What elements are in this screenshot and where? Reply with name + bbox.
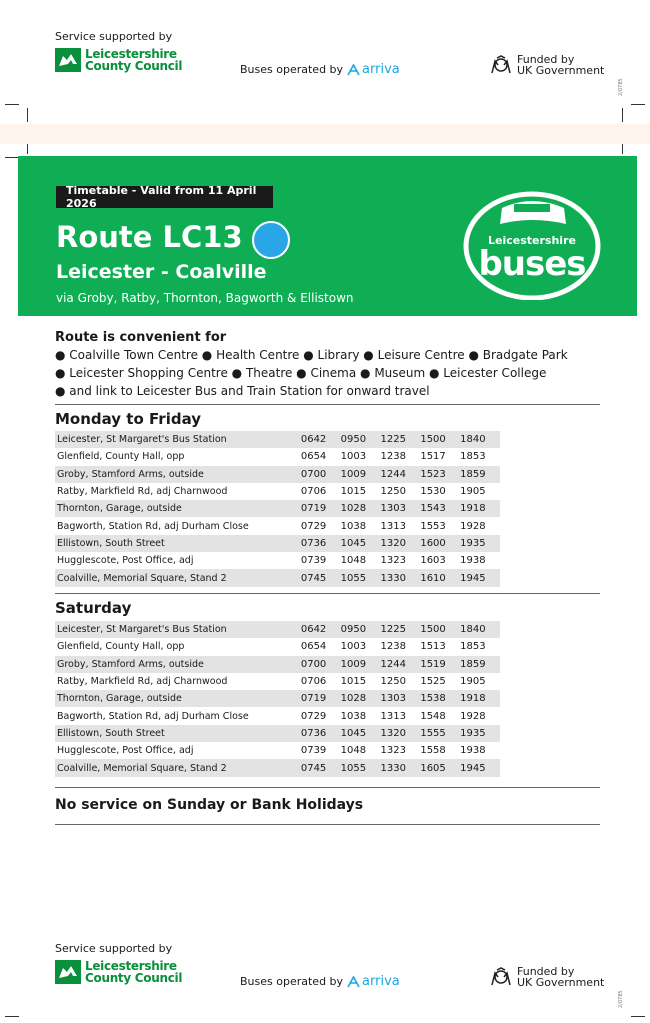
stop-name: Coalville, Memorial Square, Stand 2: [57, 762, 227, 774]
crop-mark: [631, 1016, 645, 1017]
departure-time: 0719: [300, 503, 327, 515]
footer-document-ref: 2/0785: [618, 990, 624, 1008]
saturday-heading: Saturday: [55, 599, 132, 617]
council-name-line1: Leicestershire: [85, 959, 177, 973]
departure-time: 1853: [460, 451, 486, 463]
operator-name: arriva: [362, 974, 400, 989]
departure-time: 1600: [420, 537, 446, 549]
crop-mark: [5, 157, 19, 158]
departure-time: 1015: [340, 486, 367, 498]
footer-service-supported-label: Service supported by: [55, 942, 173, 955]
departure-time: 1945: [460, 572, 486, 584]
timetable-row: [55, 742, 500, 759]
logo-line2: buses: [478, 244, 586, 284]
stop-name: Ratby, Markfield Rd, adj Charnwood: [57, 676, 228, 688]
departure-time: 1225: [380, 624, 406, 636]
departure-time: 1555: [420, 727, 446, 739]
departure-time: 1038: [340, 520, 367, 532]
departure-time: 1610: [420, 572, 446, 584]
stop-name: Glenfield, County Hall, opp: [57, 641, 185, 653]
departure-time: 1303: [380, 503, 406, 515]
footer-uk-government-logo: [490, 966, 604, 988]
departure-time: 1538: [420, 693, 446, 705]
timetable-row: [55, 638, 500, 655]
departure-time: 1048: [340, 745, 367, 757]
royal-arms-icon: [490, 967, 512, 987]
departure-time: 1330: [380, 572, 406, 584]
divider: [55, 787, 600, 788]
departure-time: 0745: [300, 762, 327, 774]
departure-time: 1009: [340, 658, 367, 670]
fox-icon: [55, 48, 81, 72]
departure-time: 1938: [460, 745, 486, 757]
departure-time: 1244: [380, 658, 406, 670]
route-title: Route LC13: [56, 220, 243, 254]
document-ref: 2/0785: [618, 78, 624, 96]
timetable-row: [55, 673, 500, 690]
saturday-timetable: [55, 621, 500, 777]
stop-name: Bagworth, Station Rd, adj Durham Close: [57, 710, 249, 722]
departure-time: 1038: [340, 710, 367, 722]
departure-time: 1055: [340, 762, 367, 774]
timetable-row: [55, 621, 500, 638]
footer-operated-by: [240, 974, 400, 989]
departure-time: 1853: [460, 641, 486, 653]
departure-time: 0739: [300, 745, 327, 757]
timetable-row: [55, 552, 500, 569]
footer-council-logo: [55, 960, 182, 984]
departure-time: 0736: [300, 537, 327, 549]
departure-time: 1028: [340, 503, 367, 515]
uk-government-logo: [490, 54, 604, 76]
departure-time: 1238: [380, 641, 406, 653]
funded-line1: Funded by: [517, 53, 575, 66]
timetable-row: [55, 725, 500, 742]
stop-name: Ratby, Markfield Rd, adj Charnwood: [57, 486, 228, 498]
departure-time: 0745: [300, 572, 327, 584]
departure-time: 1048: [340, 555, 367, 567]
crop-mark: [631, 104, 645, 105]
page-band: [0, 124, 650, 144]
departure-time: 0654: [300, 451, 327, 463]
departure-time: 1303: [380, 693, 406, 705]
departure-time: 1935: [460, 537, 486, 549]
departure-time: 1045: [340, 727, 367, 739]
departure-time: 1500: [420, 624, 446, 636]
departure-time: 0719: [300, 693, 327, 705]
departure-time: 1840: [460, 434, 486, 446]
departure-time: 1603: [420, 555, 446, 567]
no-service-notice: No service on Sunday or Bank Holidays: [55, 797, 364, 813]
departure-time: 1313: [380, 520, 406, 532]
departure-time: 1945: [460, 762, 486, 774]
departure-time: 0654: [300, 641, 327, 653]
stop-name: Groby, Stamford Arms, outside: [57, 468, 204, 480]
divider: [55, 824, 600, 825]
crop-mark: [5, 104, 19, 105]
operated-label: Buses operated by: [240, 63, 344, 76]
departure-time: 0642: [300, 434, 327, 446]
valid-from-badge: Timetable - Valid from 11 April 2026: [56, 186, 273, 208]
monfri-timetable: [55, 431, 500, 587]
route-color-dot: [252, 221, 290, 259]
stop-name: Groby, Stamford Arms, outside: [57, 658, 204, 670]
timetable-row: [55, 500, 500, 517]
stop-name: Leicester, St Margaret's Bus Station: [57, 624, 227, 636]
stop-name: Ellistown, South Street: [57, 727, 165, 739]
departure-time: 1519: [420, 658, 446, 670]
timetable-row: [55, 707, 500, 724]
crop-mark: [27, 108, 28, 122]
timetable-row: [55, 535, 500, 552]
stop-name: Bagworth, Station Rd, adj Durham Close: [57, 520, 249, 532]
council-name-line1: Leicestershire: [85, 47, 177, 61]
royal-arms-icon: [490, 55, 512, 75]
funded-line1: Funded by: [517, 965, 575, 978]
council-name-line2: County Council: [85, 59, 183, 73]
departure-time: 1225: [380, 434, 406, 446]
timetable-row: [55, 431, 500, 448]
timetable-row: [55, 759, 500, 776]
departure-time: 1905: [460, 676, 486, 688]
crop-mark: [5, 1016, 19, 1017]
departure-time: 1320: [380, 727, 406, 739]
departure-time: 1859: [460, 468, 486, 480]
timetable-row: [55, 517, 500, 534]
departure-time: 1250: [380, 676, 406, 688]
route-banner: [18, 156, 637, 316]
convenient-line-1: ● Coalville Town Centre ● Health Centre ● Library ● Leisure Centre ● Bradgate Park: [55, 348, 568, 362]
convenient-line-3: ● and link to Leicester Bus and Train Station for onward travel: [55, 384, 430, 398]
stop-name: Coalville, Memorial Square, Stand 2: [57, 572, 227, 584]
departure-time: 1323: [380, 555, 406, 567]
departure-time: 1250: [380, 486, 406, 498]
timetable-row: [55, 448, 500, 465]
stop-name: Ellistown, South Street: [57, 537, 165, 549]
departure-time: 1553: [420, 520, 446, 532]
route-via: via Groby, Ratby, Thornton, Bagworth & Ellistown: [56, 291, 354, 305]
departure-time: 1244: [380, 468, 406, 480]
departure-time: 1543: [420, 503, 446, 515]
departure-time: 1905: [460, 486, 486, 498]
timetable-row: [55, 483, 500, 500]
departure-time: 1055: [340, 572, 367, 584]
departure-time: 1028: [340, 693, 367, 705]
departure-time: 0736: [300, 727, 327, 739]
departure-time: 1513: [420, 641, 446, 653]
fox-icon: [55, 960, 81, 984]
arriva-icon: [347, 64, 360, 76]
operator-name: arriva: [362, 62, 400, 77]
departure-time: 1009: [340, 468, 367, 480]
departure-time: 1313: [380, 710, 406, 722]
crop-mark: [622, 108, 623, 122]
council-logo: [55, 48, 182, 72]
stop-name: Thornton, Garage, outside: [57, 693, 182, 705]
stop-name: Glenfield, County Hall, opp: [57, 451, 185, 463]
departure-time: 1918: [460, 503, 486, 515]
departure-time: 0706: [300, 676, 327, 688]
departure-time: 1548: [420, 710, 446, 722]
funded-line2: UK Government: [517, 64, 605, 77]
operated-by: [240, 62, 400, 77]
departure-time: 1003: [340, 641, 367, 653]
departure-time: 0729: [300, 710, 327, 722]
departure-time: 1530: [420, 486, 446, 498]
arriva-logo: [347, 974, 400, 989]
departure-time: 1320: [380, 537, 406, 549]
departure-time: 1859: [460, 658, 486, 670]
departure-time: 1840: [460, 624, 486, 636]
departure-time: 1003: [340, 451, 367, 463]
departure-time: 0700: [300, 468, 327, 480]
operated-label: Buses operated by: [240, 975, 344, 988]
timetable-row: [55, 656, 500, 673]
departure-time: 0739: [300, 555, 327, 567]
logo-line1: Leicestershire: [488, 234, 576, 247]
council-name-line2: County Council: [85, 971, 183, 985]
departure-time: 1935: [460, 727, 486, 739]
departure-time: 1605: [420, 762, 446, 774]
departure-time: 1928: [460, 710, 486, 722]
route-corridor: Leicester - Coalville: [56, 261, 267, 283]
departure-time: 1500: [420, 434, 446, 446]
service-supported-label: Service supported by: [55, 30, 173, 43]
stop-name: Hugglescote, Post Office, adj: [57, 745, 194, 757]
departure-time: 1323: [380, 745, 406, 757]
departure-time: 1330: [380, 762, 406, 774]
timetable-row: [55, 569, 500, 586]
departure-time: 1517: [420, 451, 446, 463]
departure-time: 1938: [460, 555, 486, 567]
departure-time: 0950: [340, 624, 367, 636]
departure-time: 1238: [380, 451, 406, 463]
convenient-heading: Route is convenient for: [55, 330, 227, 345]
divider: [55, 404, 600, 405]
stop-name: Leicester, St Margaret's Bus Station: [57, 434, 227, 446]
departure-time: 0642: [300, 624, 327, 636]
funded-line2: UK Government: [517, 976, 605, 989]
departure-time: 0700: [300, 658, 327, 670]
timetable-row: [55, 466, 500, 483]
departure-time: 1523: [420, 468, 446, 480]
convenient-line-2: ● Leicester Shopping Centre ● Theatre ● Cinema ● Museum ● Leicester College: [55, 366, 547, 380]
arriva-icon: [347, 976, 360, 988]
divider: [55, 593, 600, 594]
leicestershire-buses-logo: [462, 190, 602, 300]
departure-time: 1525: [420, 676, 446, 688]
departure-time: 0729: [300, 520, 327, 532]
stop-name: Hugglescote, Post Office, adj: [57, 555, 194, 567]
departure-time: 1045: [340, 537, 367, 549]
departure-time: 1015: [340, 676, 367, 688]
departure-time: 0706: [300, 486, 327, 498]
arriva-logo: [347, 62, 400, 77]
departure-time: 1558: [420, 745, 446, 757]
monfri-heading: Monday to Friday: [55, 410, 202, 428]
departure-time: 1918: [460, 693, 486, 705]
departure-time: 0950: [340, 434, 367, 446]
stop-name: Thornton, Garage, outside: [57, 503, 182, 515]
timetable-row: [55, 690, 500, 707]
departure-time: 1928: [460, 520, 486, 532]
